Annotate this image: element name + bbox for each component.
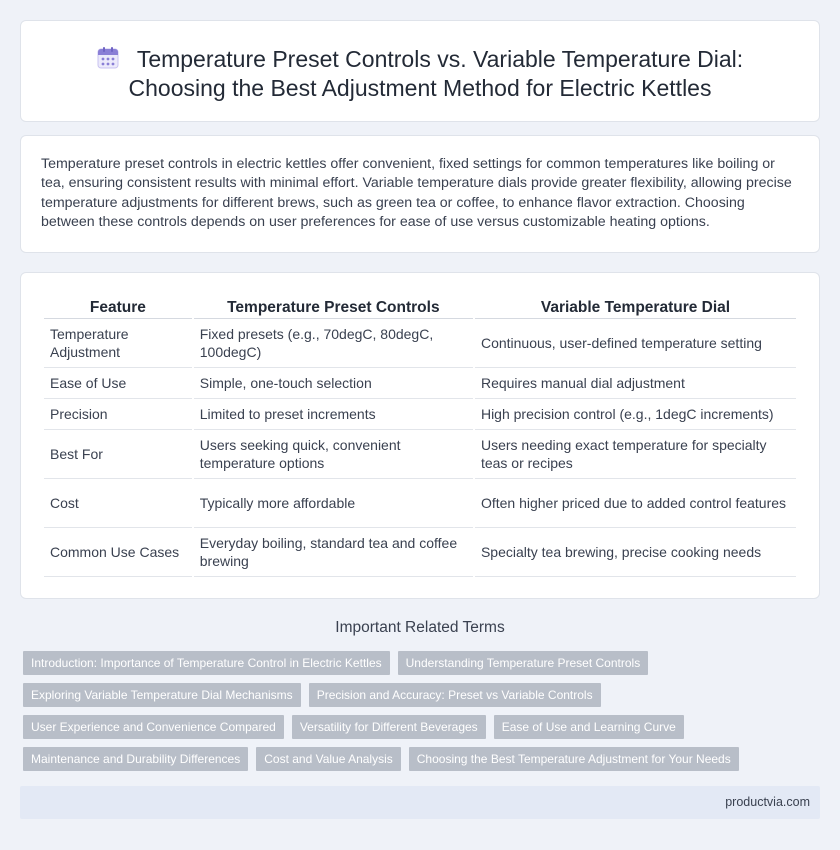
related-term-tag[interactable]: Versatility for Different Beverages <box>292 715 486 739</box>
footer-site-link[interactable]: productvia.com <box>725 795 810 809</box>
dial-cell: High precision control (e.g., 1degC increments) <box>475 399 796 430</box>
table-row <box>44 430 796 479</box>
title-line-2: Choosing the Best Adjustment Method for Electric Kettles <box>128 75 712 101</box>
dial-cell: Often higher priced due to added control features <box>475 479 796 528</box>
table-row <box>44 479 796 528</box>
table-row <box>44 399 796 430</box>
intro-paragraph: Temperature preset controls in electric kettles offer convenient, fixed settings for common temperatures like boiling or tea, ensuring consistent results with minimal effort. Variable temperature dials provide greater flexibility, allowing precise temperature adjustments for different brews, such as green tea or coffee, to enhance flavor extraction. Choosing between these controls depends on user preferences for ease of use versus customizable heating options. <box>41 156 792 231</box>
related-term-tag[interactable]: Choosing the Best Temperature Adjustment for Your Needs <box>409 747 739 771</box>
related-term-tag[interactable]: Maintenance and Durability Differences <box>23 747 248 771</box>
preset-cell: Typically more affordable <box>194 479 473 528</box>
intro-card <box>20 135 820 253</box>
table-header-row <box>44 295 796 319</box>
feature-cell: Ease of Use <box>44 368 192 399</box>
related-term-tag[interactable]: Introduction: Importance of Temperature Control in Electric Kettles <box>23 651 390 675</box>
feature-cell: Best For <box>44 430 192 479</box>
preset-cell: Users seeking quick, convenient temperature options <box>194 430 473 479</box>
dial-cell: Continuous, user-defined temperature setting <box>475 319 796 368</box>
feature-cell: Temperature Adjustment <box>44 319 192 368</box>
page-title <box>21 45 819 103</box>
preset-cell: Fixed presets (e.g., 70degC, 80degC, 100degC) <box>194 319 473 368</box>
table-row <box>44 528 796 577</box>
comparison-table <box>42 295 798 577</box>
related-terms-list <box>23 651 813 771</box>
related-term-tag[interactable]: User Experience and Convenience Compared <box>23 715 284 739</box>
footer-bar <box>20 786 820 819</box>
dial-cell: Users needing exact temperature for specialty teas or recipes <box>475 430 796 479</box>
title-line-1: Temperature Preset Controls vs. Variable Temperature Dial: <box>136 46 744 72</box>
dial-cell: Requires manual dial adjustment <box>475 368 796 399</box>
column-header-preset: Temperature Preset Controls <box>194 295 473 319</box>
column-header-dial: Variable Temperature Dial <box>475 295 796 319</box>
comparison-card <box>20 272 820 599</box>
preset-cell: Simple, one-touch selection <box>194 368 473 399</box>
related-term-tag[interactable]: Understanding Temperature Preset Controls <box>398 651 649 675</box>
related-term-tag[interactable]: Cost and Value Analysis <box>256 747 401 771</box>
table-row <box>44 319 796 368</box>
dial-cell: Specialty tea brewing, precise cooking needs <box>475 528 796 577</box>
related-terms-heading: Important Related Terms <box>335 619 505 636</box>
related-term-tag[interactable]: Ease of Use and Learning Curve <box>494 715 684 739</box>
header-card <box>20 20 820 122</box>
column-header-feature: Feature <box>44 295 192 319</box>
calendar-icon <box>97 46 119 70</box>
feature-cell: Precision <box>44 399 192 430</box>
table-row <box>44 368 796 399</box>
feature-cell: Common Use Cases <box>44 528 192 577</box>
related-term-tag[interactable]: Precision and Accuracy: Preset vs Variable Controls <box>309 683 601 707</box>
feature-cell: Cost <box>44 479 192 528</box>
preset-cell: Everyday boiling, standard tea and coffee brewing <box>194 528 473 577</box>
related-term-tag[interactable]: Exploring Variable Temperature Dial Mechanisms <box>23 683 301 707</box>
preset-cell: Limited to preset increments <box>194 399 473 430</box>
